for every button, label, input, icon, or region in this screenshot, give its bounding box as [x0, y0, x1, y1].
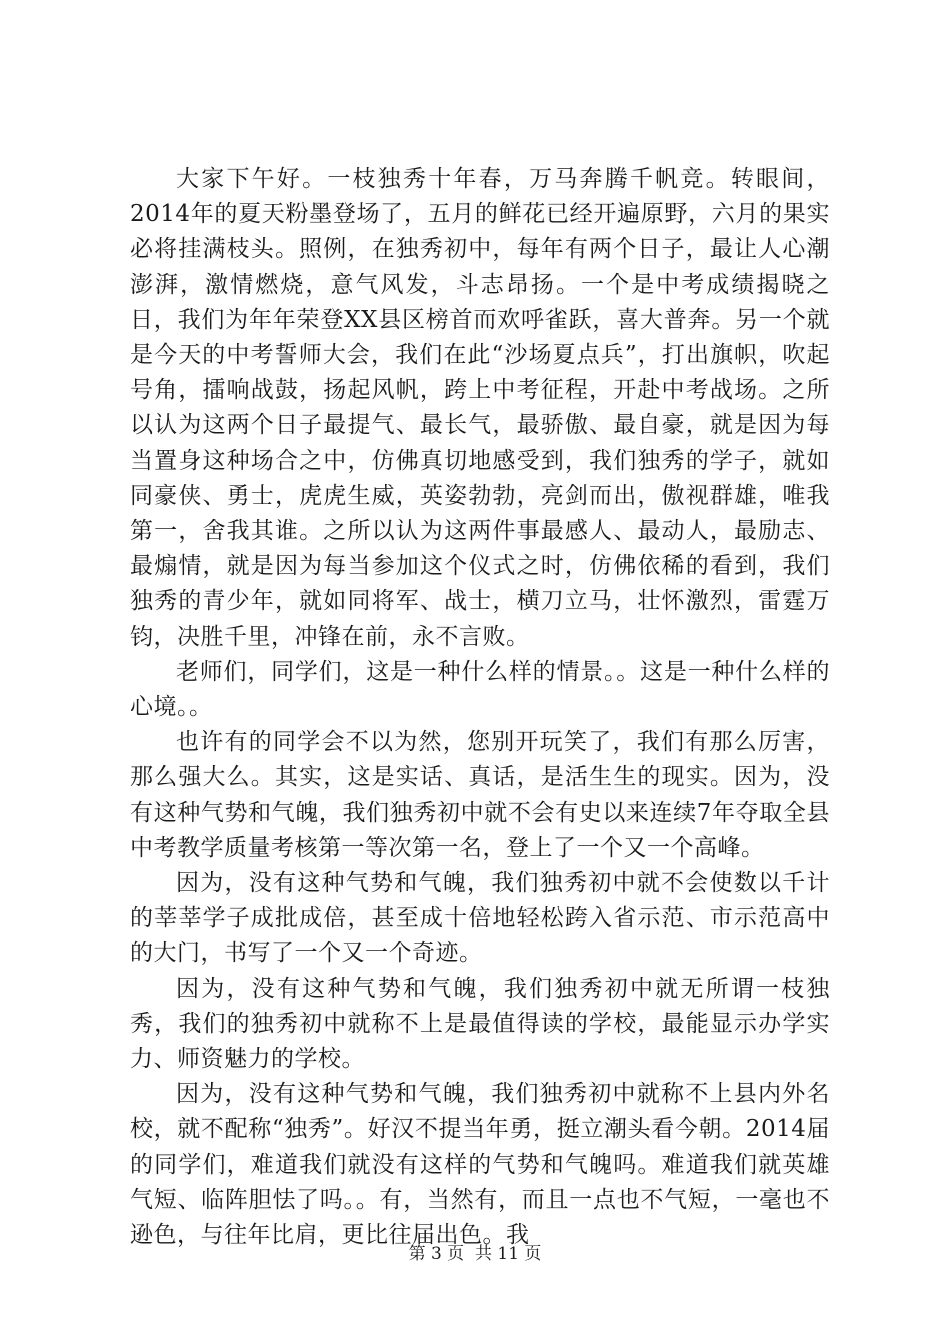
paragraph-3: 也许有的同学会不以为然，您别开玩笑了，我们有那么厉害，那么强大么。其实，这是实话、真话，是活生生的现实。因为，没有这种气势和气魄，我们独秀初中就不会有史以来连续7年夺取全县中考教学质量考核第一等次第一名，登上了一个又一个高峰。 [130, 729, 830, 861]
document-body [130, 162, 830, 1253]
paragraph-5: 因为，没有这种气势和气魄，我们独秀初中就无所谓一枝独秀，我们的独秀初中就称不上是最值得读的学校，最能显示办学实力、师资魅力的学校。 [130, 975, 830, 1073]
paragraph-4: 因为，没有这种气势和气魄，我们独秀初中就不会使数以千计的莘莘学子成批成倍，甚至成十倍地轻松跨入省示范、市示范高中的大门，书写了一个又一个奇迹。 [130, 870, 830, 967]
paragraph-6: 因为，没有这种气势和气魄，我们独秀初中就称不上县内外名校，就不配称“独秀”。好汉不提当年勇，挺立潮头看今朝。2014届的同学们，难道我们就没有这样的气势和气魄吗。难道我们就英雄气短、临阵胆怯了吗。。有，当然有，而且一点也不气短，一毫也不逊色，与往年比肩，更比往届出色。我 [130, 1081, 830, 1249]
paragraph-2: 老师们，同学们，这是一种什么样的情景。。这是一种什么样的心境。。 [130, 658, 830, 721]
page-footer [0, 1242, 950, 1266]
page-number-label: 第 3 页 共 11 页 [408, 1244, 542, 1264]
paragraph-1: 大家下午好。一枝独秀十年春，万马奔腾千帆竞。转眼间，2014年的夏天粉墨登场了，五月的鲜花已经开遍原野，六月的果实必将挂满枝头。照例，在独秀初中，每年有两个日子，最让人心潮澎湃，激情燃烧，意气风发，斗志昂扬。一个是中考成绩揭晓之日，我们为年年荣登XX县区榜首而欢呼雀跃，喜大普奔。另一个就是今天的中考誓师大会，我们在此“沙场夏点兵”，打出旗帜，吹起号角，擂响战鼓，扬起风帆，跨上中考征程，开赴中考战场。之所以认为这两个日子最提气、最长气，最骄傲、最自豪，就是因为每当置身这种场合之中，仿佛真切地感受到，我们独秀的学子，就如同豪侠、勇士，虎虎生威，英姿勃勃，亮剑而出，傲视群雄，唯我第一，舍我其谁。之所以认为这两件事最感人、最动人，最励志、最煽情，就是因为每当参加这个仪式之时，仿佛依稀的看到，我们独秀的青少年，就如同将军、战士，横刀立马，壮怀激烈，雷霆万钧，决胜千里，冲锋在前，永不言败。 [130, 166, 830, 650]
